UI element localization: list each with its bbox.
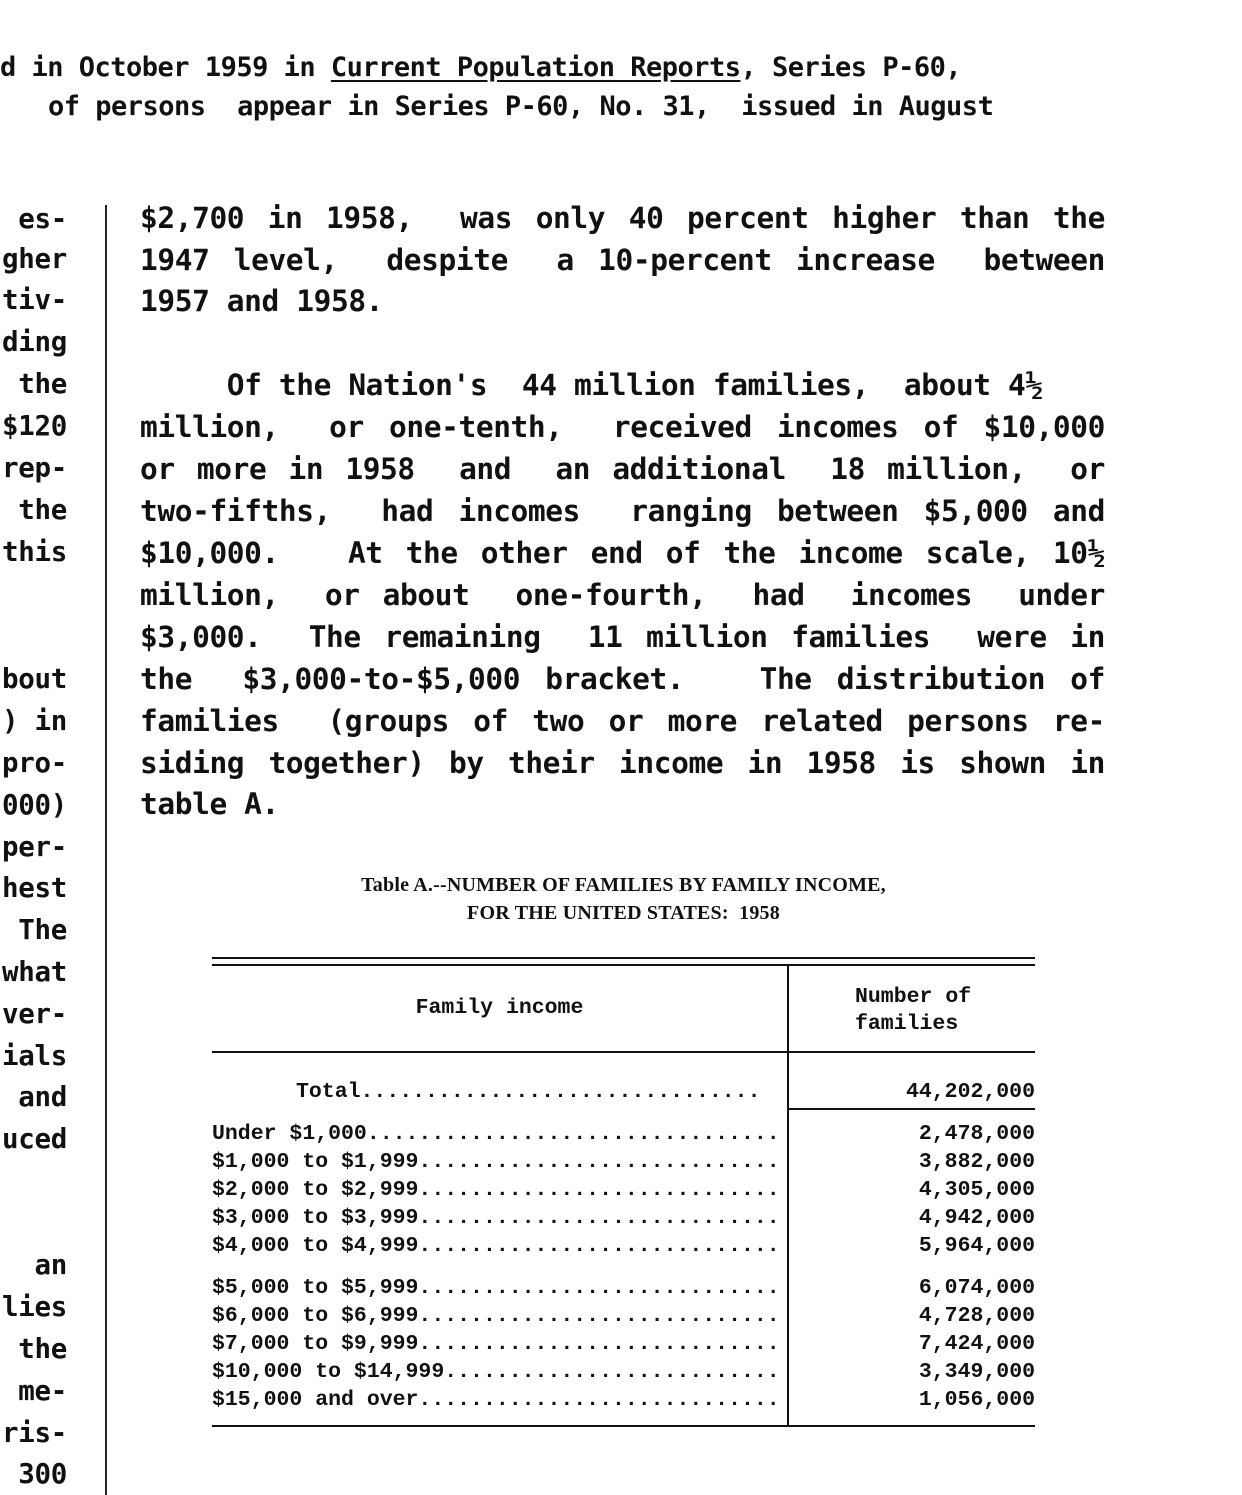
left-fragment: 300 bbox=[18, 1458, 67, 1490]
paragraph-line: siding together) by their income in 1958 is shown in bbox=[140, 746, 1105, 780]
paragraph-line: million, or about one-fourth, had incomes under bbox=[140, 578, 1105, 612]
table-rule-total bbox=[789, 1108, 1035, 1110]
table-row-label: $4,000 to $4,999............................ bbox=[212, 1234, 780, 1258]
left-fragment: $120 bbox=[1, 410, 67, 442]
paragraph-line: the $3,000-to-$5,000 bracket. The distribution of bbox=[140, 662, 1105, 696]
left-fragment: hest bbox=[1, 872, 67, 904]
paragraph-line: 1947 level, despite a 10-percent increase between bbox=[140, 243, 1105, 277]
left-fragment: pro- bbox=[1, 747, 67, 779]
column-header-family-income: Family income bbox=[415, 996, 584, 1020]
column-divider bbox=[105, 205, 107, 1495]
paragraph-line: $10,000. At the other end of the income scale, 10½ bbox=[140, 536, 1105, 570]
left-fragment: lies bbox=[1, 1291, 67, 1323]
left-fragment: tiv- bbox=[1, 284, 67, 316]
table-row-value: 4,305,000 bbox=[918, 1178, 1035, 1202]
table-row-value: 1,056,000 bbox=[918, 1388, 1035, 1412]
publication-title: Current Population Reports bbox=[330, 52, 741, 83]
left-fragment: ials bbox=[1, 1040, 67, 1072]
table-row-value: 5,964,000 bbox=[918, 1234, 1035, 1258]
table-rule-bottom bbox=[212, 1425, 1035, 1427]
left-fragment: the bbox=[18, 494, 67, 526]
table-row-label: Under $1,000................................ bbox=[212, 1122, 780, 1146]
left-fragment: uced bbox=[1, 1123, 67, 1155]
left-fragment: The bbox=[18, 914, 67, 946]
table-row-label: $15,000 and over............................ bbox=[212, 1388, 780, 1412]
left-fragment: this bbox=[1, 536, 67, 568]
left-fragment: ris- bbox=[1, 1417, 67, 1449]
table-row-label: $1,000 to $1,999............................ bbox=[212, 1150, 780, 1174]
table-column-divider bbox=[787, 966, 789, 1427]
paragraph-line: or more in 1958 and an additional 18 million, or bbox=[140, 452, 1105, 486]
paragraph-line: Of the Nation's 44 million families, about 4½ bbox=[140, 368, 1043, 402]
left-fragment: the bbox=[18, 368, 67, 400]
left-fragment: and bbox=[18, 1081, 67, 1113]
table-rule-top bbox=[212, 957, 1035, 959]
left-fragment: ver- bbox=[1, 998, 67, 1030]
table-row-label: $3,000 to $3,999............................ bbox=[212, 1206, 780, 1230]
left-fragment: the bbox=[18, 1333, 67, 1365]
left-fragment: rep- bbox=[1, 452, 67, 484]
table-row-value: 3,349,000 bbox=[918, 1360, 1035, 1384]
left-fragment: me- bbox=[18, 1375, 67, 1407]
column-header-number-of-families: families bbox=[855, 1012, 959, 1036]
paragraph-line: million, or one-tenth, received incomes of $10,000 bbox=[140, 410, 1105, 444]
table-rule-top bbox=[212, 964, 1035, 966]
paragraph-line: families (groups of two or more related persons re- bbox=[140, 704, 1105, 738]
table-caption-line-1: Table A.--NUMBER OF FAMILIES BY FAMILY INCOME, bbox=[361, 874, 886, 896]
total-label: Total............................... bbox=[296, 1080, 761, 1104]
left-fragment: ding bbox=[1, 326, 67, 358]
header-line-2: of persons appear in Series P-60, No. 31, issued in August bbox=[48, 91, 994, 122]
table-row-label: $5,000 to $5,999............................ bbox=[212, 1276, 780, 1300]
column-header-number-of-families: Number of bbox=[855, 985, 972, 1009]
left-fragment: 000) bbox=[1, 789, 67, 821]
paragraph-line: table A. bbox=[140, 787, 279, 821]
table-row-value: 2,478,000 bbox=[918, 1122, 1035, 1146]
left-fragment: gher bbox=[1, 243, 67, 275]
table-row-label: $10,000 to $14,999.......................... bbox=[212, 1360, 780, 1384]
paragraph-line: $2,700 in 1958, was only 40 percent higher than the bbox=[140, 201, 1105, 235]
paragraph-line: two-fifths, had incomes ranging between $5,000 and bbox=[140, 494, 1105, 528]
table-row-value: 4,728,000 bbox=[918, 1304, 1035, 1328]
left-fragment: bout bbox=[1, 663, 67, 695]
paragraph-line: $3,000. The remaining 11 million families were in bbox=[140, 620, 1105, 654]
header-line-1 bbox=[0, 52, 961, 83]
total-value: 44,202,000 bbox=[905, 1080, 1035, 1104]
table-row-value: 7,424,000 bbox=[918, 1332, 1035, 1356]
table-caption-line-2: FOR THE UNITED STATES: 1958 bbox=[467, 902, 780, 924]
header-text: d in October 1959 in bbox=[0, 52, 331, 83]
paragraph-line: 1957 and 1958. bbox=[140, 284, 384, 318]
table-row-value: 4,942,000 bbox=[918, 1206, 1035, 1230]
left-fragment: es- bbox=[18, 203, 67, 235]
header-text: , Series P-60, bbox=[740, 52, 962, 83]
left-fragment: per- bbox=[1, 831, 67, 863]
table-row-label: $7,000 to $9,999............................ bbox=[212, 1332, 780, 1356]
left-fragment: an bbox=[34, 1249, 67, 1281]
table-row-label: $6,000 to $6,999............................ bbox=[212, 1304, 780, 1328]
table-row-value: 6,074,000 bbox=[918, 1276, 1035, 1300]
left-fragment: what bbox=[1, 956, 67, 988]
left-fragment: ) in bbox=[1, 705, 67, 737]
table-row-label: $2,000 to $2,999............................ bbox=[212, 1178, 780, 1202]
table-row-value: 3,882,000 bbox=[918, 1150, 1035, 1174]
table-rule-header bbox=[212, 1051, 1035, 1053]
